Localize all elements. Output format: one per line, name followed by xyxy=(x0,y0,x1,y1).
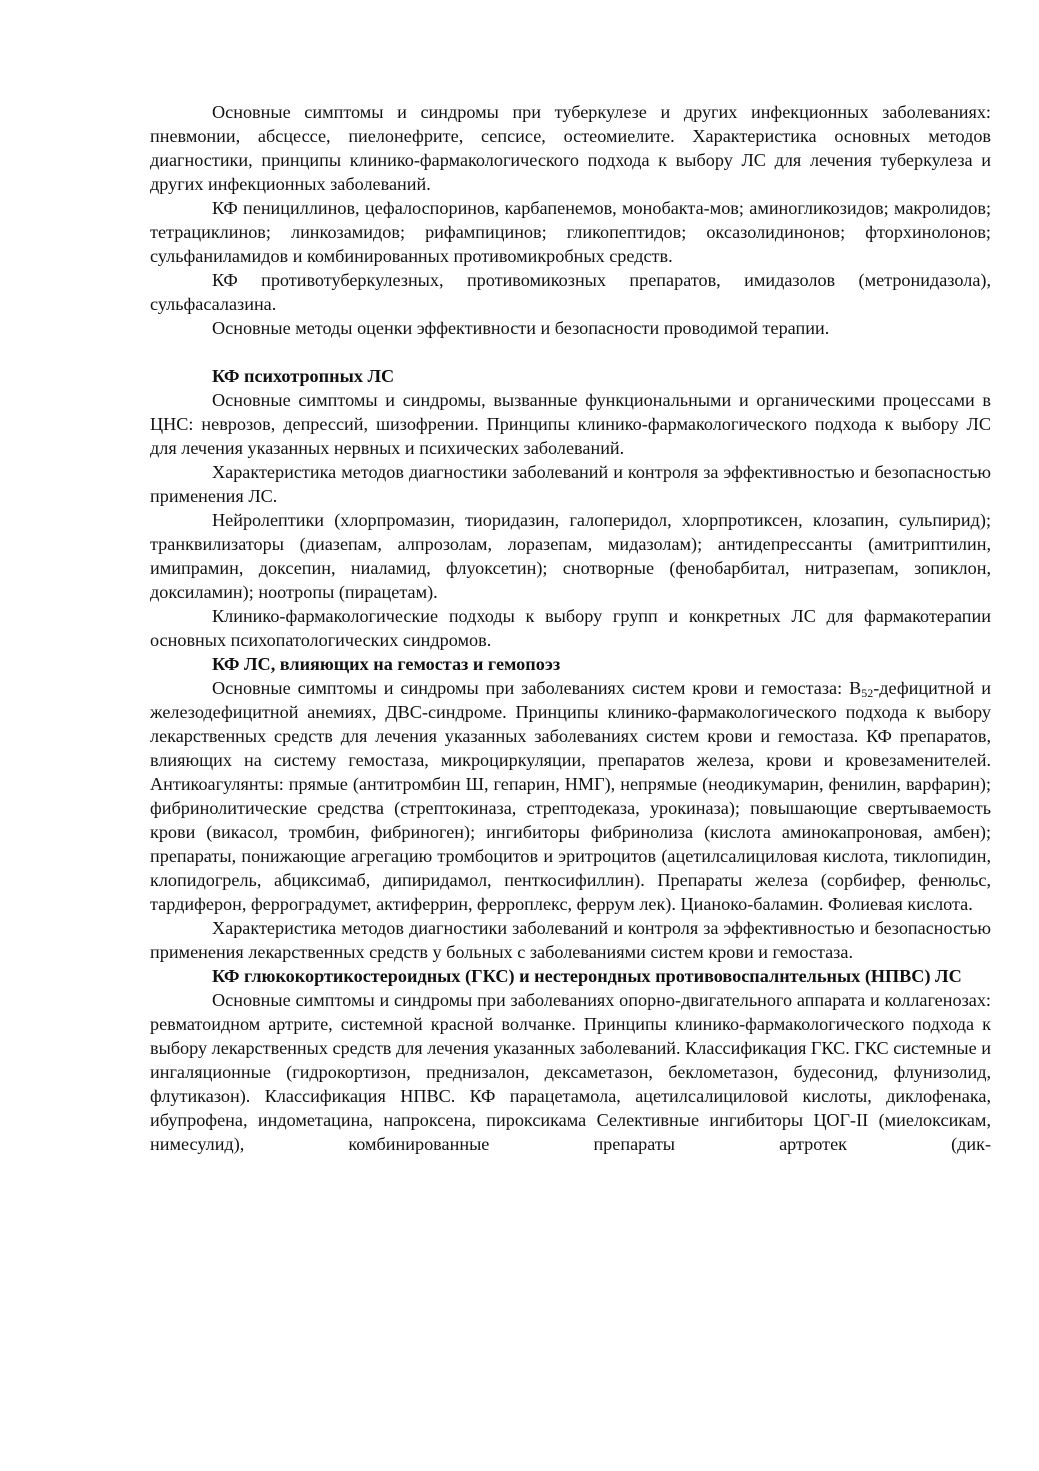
document-page xyxy=(150,100,991,1156)
paragraph-infection-symptoms: Основные симптомы и синдромы при туберкулезе и других инфекционных заболеваниях: пневмонии, абсцессе, пиелонефрите, сепсисе, остеомиелите. Характеристика основных методов диагностики, принципы клинико-фармакологического подхода к выбору ЛС для лечения туберкулеза и других инфекционных заболеваний. xyxy=(150,102,991,194)
blood-text-after: -дефицитной и железодефицитной анемиях, ДВС-синдроме. Принципы клинико-фармакологического подхода к выбору лекарственных средств для лечения указанных заболеваниях систем крови и гемостаза. КФ препаратов, влияющих на систему гемостаза, микроциркуляции, препаратов железа, крови и кровезаменителей. Антикоагулянты: прямые (антитромбин Ш, гепарин, НМГ), непрямые (неодикумарин, фенилин, варфарин); фибринолитические средства (стрептокиназа, стрептодеказа, урокиназа); повышающие свертываемость крови (викасол, тромбин, фибриноген); ингибиторы фибринолиза (кислота аминокапроновая, амбен); препараты, понижающие агрегацию тромбоцитов и эритроцитов (ацетилсалициловая кислота, тиклопидин, клопидогрель, абциксимаб, дипиридамол, пенткосифиллин). Препараты железа (сорбифер, фенюльс, тардиферон, ферроградумет, актиферрин, ферроплекс, феррум лек). Цианоко-баламин. Фолиевая кислота. xyxy=(150,678,991,914)
vitamin-subscript: 52 xyxy=(861,686,874,700)
paragraph-blood-diagnostics: Характеристика методов диагностики заболеваний и контроля за эффективностью и безопасностью применения лекарственных средств у больных с заболеваниями систем крови и гемостаза. xyxy=(150,918,991,962)
paragraph-musculoskeletal: Основные симптомы и синдромы при заболеваниях опорно-двигательного аппарата и коллагенозах: ревматоидном артрите, системной красной волчанке. Принципы клинико-фармакологического подхода к выбору лекарственных средств для лечения указанных заболеваний. Классификация ГКС. ГКС системные и ингаляционные (гидрокортизон, преднизалон, дексаметазон, беклометазон, будесонид, флунизолид, флутиказон). Классификация НПВС. КФ парацетамола, ацетилсалициловой кислоты, диклофенака, ибупрофена, индометацина, напроксена, пироксикама Селективные ингибиторы ЦОГ-II (миелоксикам, нимесулид), комбинированные препараты артротек (дик- xyxy=(150,990,991,1154)
heading-psychotropic: КФ психотропных ЛС xyxy=(212,366,395,386)
paragraph-cns-symptoms: Основные симптомы и синдромы, вызванные функциональными и органическими процессами в ЦНС: неврозов, депрессий, шизофрении. Принципы клинико-фармакологического подхода к выбору ЛС для лечения указанных нервных и психических заболеваний. xyxy=(150,390,991,458)
blood-text-before: Основные симптомы и синдромы при заболеваниях систем крови и гемостаза: В xyxy=(212,678,862,698)
paragraph-cns-diagnostics: Характеристика методов диагностики заболеваний и контроля за эффективностью и безопасностью применения ЛС. xyxy=(150,462,991,506)
paragraph-blood-symptoms xyxy=(150,676,991,916)
heading-hemostasis: КФ ЛС, влияющих на гемостаз и гемопоэз xyxy=(212,654,561,674)
section-spacer xyxy=(150,340,991,364)
heading-gcs-nsaid: КФ глюкокортикостероидных (ГКС) и нестерондных противовоспалнтельных (НПВС) ЛС xyxy=(212,966,962,986)
paragraph-antituberculosis: КФ противотуберкулезных, противомикозных препаратов, имидазолов (метронидазола), сульфасалазина. xyxy=(150,270,991,314)
paragraph-neuroleptics: Нейролептики (хлорпромазин, тиоридазин, галоперидол, хлорпротиксен, клозапин, сульпирид); транквилизаторы (диазепам, алпрозолам, лоразепам, мидазолам); антидепрессанты (амитриптилин, имипрамин, доксепин, ниаламид, флуоксетин); снотворные (фенобарбитал, нитразепам, зопиклон, доксиламин); ноотропы (пирацетам). xyxy=(150,510,991,602)
paragraph-evaluation-methods: Основные методы оценки эффективности и безопасности проводимой терапии. xyxy=(212,318,830,338)
paragraph-psychopathology-approach: Клинико-фармакологические подходы к выбору групп и конкретных ЛС для фармакотерапии основных психопатологических синдромов. xyxy=(150,606,991,650)
paragraph-antibiotic-classes: КФ пенициллинов, цефалоспоринов, карбапенемов, монобакта-мов; аминогликозидов; макролидов; тетрациклинов; линкозамидов; рифампицинов; гликопептидов; оксазолидинонов; фторхинолонов; сульфаниламидов и комбинированных противомикробных средств. xyxy=(150,198,991,266)
